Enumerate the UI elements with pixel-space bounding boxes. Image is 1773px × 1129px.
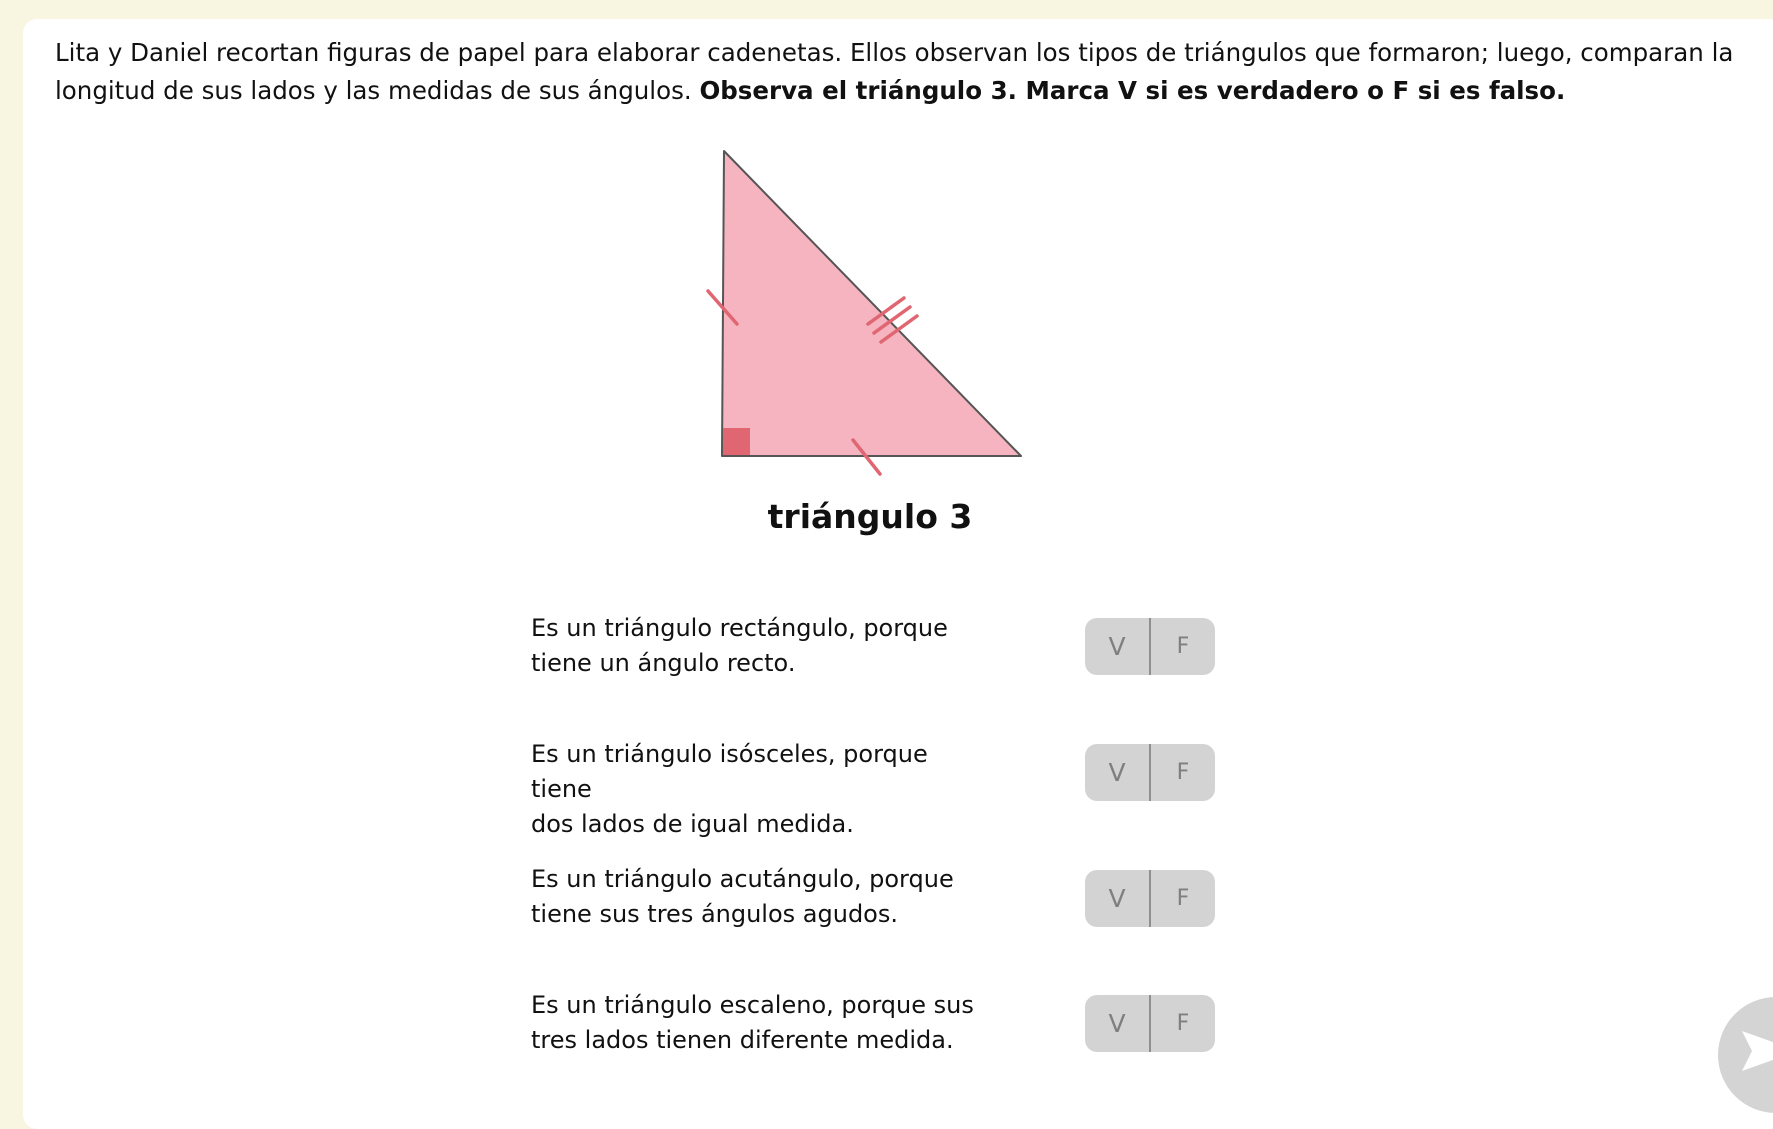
statement-line: Es un triángulo acutángulo, porque	[531, 865, 954, 893]
instruction-line-2: longitud de sus lados y las medidas de sus ángulos.	[55, 76, 692, 105]
triangle-3-figure	[690, 140, 1030, 480]
answer-toggle-1	[1085, 618, 1215, 675]
true-button[interactable]: V	[1085, 744, 1151, 801]
statement-line: Es un triángulo rectángulo, porque	[531, 614, 948, 642]
false-button[interactable]: F	[1176, 886, 1190, 911]
statement-line: tiene sus tres ángulos agudos.	[531, 900, 898, 928]
statement-4	[531, 988, 991, 1058]
false-button[interactable]: F	[1176, 634, 1190, 659]
answer-toggle-4	[1085, 995, 1215, 1052]
false-button[interactable]: F	[1176, 760, 1190, 785]
true-button[interactable]: V	[1085, 870, 1151, 927]
true-button[interactable]: V	[1085, 618, 1151, 675]
statement-1	[531, 611, 991, 681]
figure-caption: triángulo 3	[767, 497, 973, 536]
statement-line: tiene un ángulo recto.	[531, 649, 796, 677]
true-button[interactable]: V	[1085, 995, 1151, 1052]
right-angle-mark	[723, 428, 750, 455]
false-button[interactable]: F	[1176, 1011, 1190, 1036]
send-icon	[1740, 1027, 1773, 1075]
instruction-line-1: Lita y Daniel recortan figuras de papel para elaborar cadenetas. Ellos observan los tipos de triángulos que formaron; luego, comparan la	[55, 38, 1734, 67]
statement-line: dos lados de igual medida.	[531, 810, 854, 838]
triangle-shape	[722, 151, 1021, 456]
answer-toggle-2	[1085, 744, 1215, 801]
statement-line: tres lados tienen diferente medida.	[531, 1026, 954, 1054]
instruction-bold: Observa el triángulo 3. Marca V si es verdadero o F si es falso.	[699, 76, 1566, 105]
instruction-text	[55, 34, 1773, 110]
statement-line: Es un triángulo escaleno, porque sus	[531, 991, 974, 1019]
statement-line: Es un triángulo isósceles, porque tiene	[531, 740, 928, 803]
statement-3	[531, 862, 991, 932]
answer-toggle-3	[1085, 870, 1215, 927]
statement-2	[531, 737, 991, 842]
